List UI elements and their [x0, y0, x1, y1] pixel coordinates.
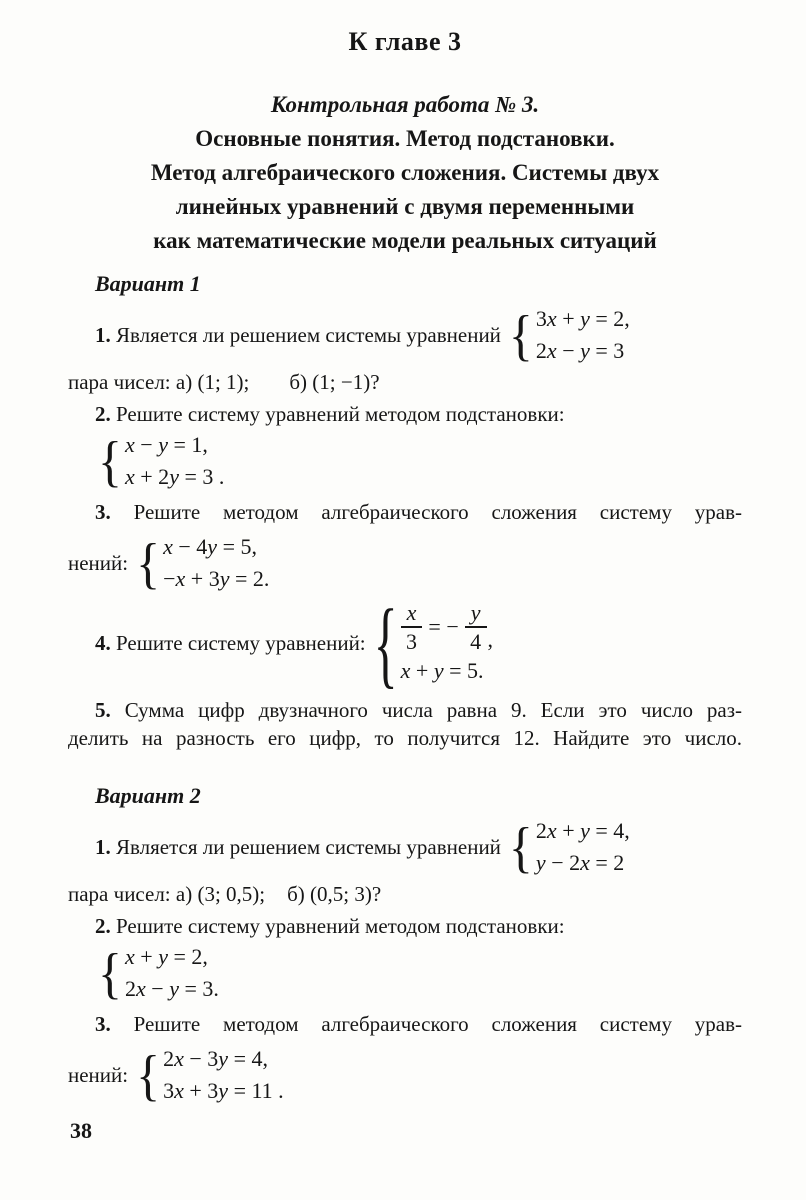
equation-line: 2x − y = 3 — [535, 338, 625, 363]
problem-number: 4. — [95, 631, 111, 655]
equations — [125, 942, 219, 1004]
equations — [536, 304, 630, 366]
page-number: 38 — [70, 1118, 92, 1143]
problem-sentence: Является ли решением системы уравнений — [116, 323, 501, 347]
v2-problem-1-text — [68, 833, 501, 861]
work-title-line-4: линейных уравнений с двумя переменными — [175, 194, 635, 219]
v2-problem-1 — [68, 816, 742, 878]
variant-2-heading: Вариант 2 — [95, 783, 201, 808]
v1-problem-1-options — [68, 368, 742, 396]
v1-problem-4-system — [373, 588, 494, 698]
left-brace: { — [373, 588, 398, 698]
v1-problem-3-system-row — [68, 532, 742, 594]
equation-line: 2x − y = 3. — [125, 976, 219, 1001]
equations — [536, 816, 630, 878]
problem-sentence: Решите систему уравнений методом подстановки: — [116, 914, 565, 938]
equations — [163, 532, 269, 594]
problem-sentence: Является ли решением системы уравнений — [116, 835, 501, 859]
v1-problem-3-system — [136, 532, 269, 594]
problem-number: 1. — [95, 835, 111, 859]
equation-line: 3x + y = 2, — [535, 306, 630, 331]
v1-problem-5-line-2: делить на разность его цифр, то получится 12. Найдите это число. — [68, 726, 742, 750]
equation-line: x + y = 2, — [125, 944, 208, 969]
left-brace: { — [508, 303, 533, 367]
option-a: пара чисел: а) (3; 0,5); — [68, 882, 266, 906]
left-brace: { — [136, 531, 161, 595]
v2-problem-2-text — [68, 912, 742, 940]
problem-sentence: Решите методом алгебраического сложения систему урав- — [133, 500, 743, 524]
v2-problem-3-text — [68, 1010, 742, 1038]
option-b: б) (0,5; 3)? — [287, 882, 382, 906]
problem-sentence: Решите систему уравнений методом подстановки: — [116, 402, 565, 426]
equation-line: x + 2y = 3 . — [125, 464, 225, 489]
equations — [401, 600, 493, 686]
v2-problem-2-system — [98, 942, 219, 1004]
problem-number: 3. — [95, 1012, 111, 1036]
problem-number: 1. — [95, 323, 111, 347]
problem-sentence: Решите систему уравнений: — [116, 631, 366, 655]
v2-problem-3-system-row — [68, 1044, 742, 1106]
fraction-numerator: y — [465, 600, 487, 628]
v1-problem-2-system — [98, 430, 224, 492]
work-title-line-1: Контрольная работа № 3. — [270, 92, 540, 117]
equation-line: 2x − 3y = 4, — [163, 1046, 268, 1071]
work-title — [68, 88, 742, 258]
v2-problem-3-system — [136, 1044, 284, 1106]
fraction-numerator: x — [401, 600, 423, 628]
equation-line: x − 4y = 5, — [163, 534, 257, 559]
fraction-equation — [401, 600, 493, 654]
v1-problem-3-continuation: нений: — [68, 551, 129, 575]
v1-problem-4-text — [68, 629, 366, 657]
work-title-line-5: как математические модели реальных ситуаций — [153, 228, 657, 253]
fraction — [401, 600, 423, 654]
fraction-denominator: 3 — [406, 629, 418, 654]
left-brace: { — [508, 815, 533, 879]
v2-problem-1-options — [68, 880, 742, 908]
fraction — [465, 600, 487, 654]
work-title-line-2: Основные понятия. Метод подстановки. — [195, 126, 615, 151]
equation-line: x − y = 1, — [125, 432, 208, 457]
left-brace: { — [98, 941, 122, 1005]
equals-minus-sign: = − — [428, 614, 459, 639]
equation-line: 2x + y = 4, — [535, 818, 630, 843]
v1-problem-3-text — [68, 498, 742, 526]
v1-problem-1 — [68, 304, 742, 366]
v1-problem-2-text — [68, 400, 742, 428]
problem-number: 2. — [95, 914, 111, 938]
fraction-denominator: 4 — [470, 629, 482, 654]
left-brace: { — [136, 1043, 161, 1107]
variant-1-heading: Вариант 1 — [95, 271, 201, 296]
problem-number: 3. — [95, 500, 111, 524]
work-title-line-3: Метод алгебраического сложения. Системы двух — [150, 160, 660, 185]
comma: , — [487, 627, 494, 652]
option-b: б) (1; −1)? — [289, 370, 380, 394]
left-brace: { — [98, 429, 122, 493]
chapter-heading: К главе 3 — [348, 27, 462, 56]
equation-line: y − 2x = 2 — [535, 850, 625, 875]
equation-line: x + y = 5. — [400, 658, 484, 683]
v1-problem-4 — [68, 588, 742, 698]
problem-sentence: Решите методом алгебраического сложения систему урав- — [133, 1012, 743, 1036]
equation-line: 3x + 3y = 11 . — [163, 1078, 284, 1103]
equations — [163, 1044, 284, 1106]
problem-number: 5. — [95, 698, 111, 722]
problem-sentence: Сумма цифр двузначного числа равна 9. Если это число раз- — [124, 698, 742, 722]
v1-problem-5-line-1 — [68, 696, 742, 724]
problem-number: 2. — [95, 402, 111, 426]
v1-problem-1-system — [509, 304, 630, 366]
v1-problem-1-text — [68, 321, 501, 349]
v2-problem-1-system — [509, 816, 630, 878]
equation-line: −x + 3y = 2. — [163, 566, 270, 591]
equations — [125, 430, 224, 492]
option-a: пара чисел: а) (1; 1); — [68, 370, 250, 394]
v2-problem-3-continuation: нений: — [68, 1063, 129, 1087]
